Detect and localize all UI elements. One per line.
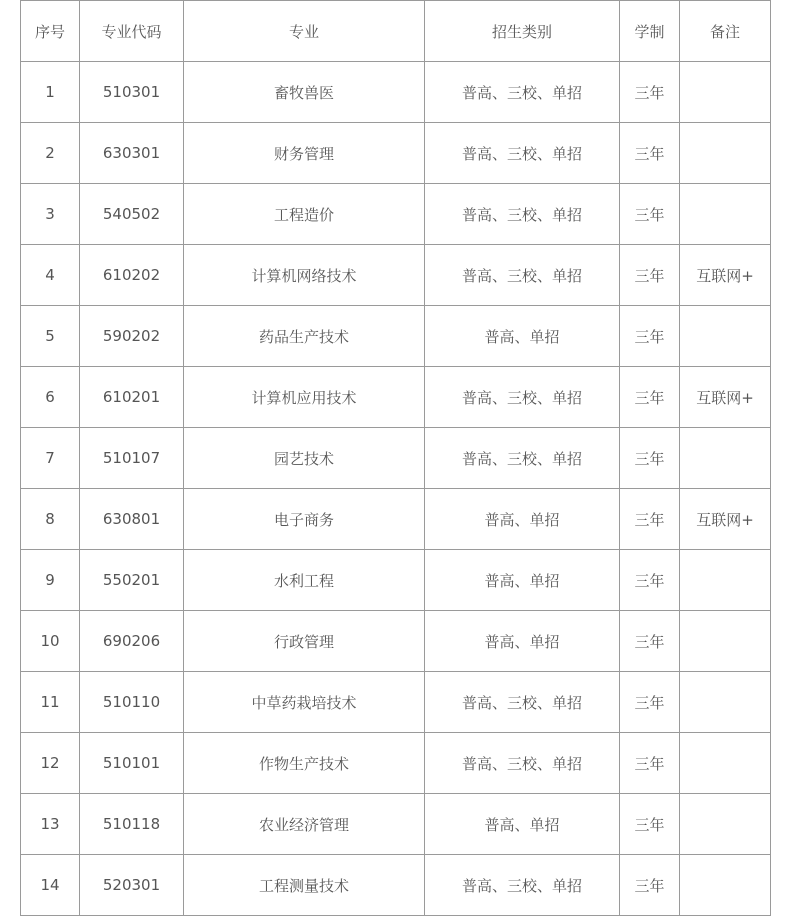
cell-major-code: 510301 bbox=[80, 62, 184, 123]
cell-enrollment-type: 普高、三校、单招 bbox=[425, 672, 620, 733]
cell-index: 12 bbox=[21, 733, 80, 794]
cell-duration: 三年 bbox=[620, 62, 680, 123]
cell-duration: 三年 bbox=[620, 550, 680, 611]
cell-remarks bbox=[680, 184, 771, 245]
cell-duration: 三年 bbox=[620, 489, 680, 550]
cell-enrollment-type: 普高、三校、单招 bbox=[425, 123, 620, 184]
cell-major: 行政管理 bbox=[184, 611, 425, 672]
cell-major: 工程造价 bbox=[184, 184, 425, 245]
cell-remarks bbox=[680, 550, 771, 611]
cell-major: 工程测量技术 bbox=[184, 855, 425, 916]
cell-major-code: 540502 bbox=[80, 184, 184, 245]
cell-duration: 三年 bbox=[620, 428, 680, 489]
table-row bbox=[21, 428, 771, 489]
cell-duration: 三年 bbox=[620, 245, 680, 306]
cell-enrollment-type: 普高、三校、单招 bbox=[425, 245, 620, 306]
cell-major-code: 690206 bbox=[80, 611, 184, 672]
cell-remarks bbox=[680, 733, 771, 794]
cell-enrollment-type: 普高、三校、单招 bbox=[425, 367, 620, 428]
cell-remarks: 互联网+ bbox=[680, 367, 771, 428]
table-row bbox=[21, 855, 771, 916]
cell-remarks bbox=[680, 62, 771, 123]
cell-enrollment-type: 普高、三校、单招 bbox=[425, 184, 620, 245]
header-remarks: 备注 bbox=[680, 1, 771, 62]
cell-major-code: 510118 bbox=[80, 794, 184, 855]
cell-major-code: 520301 bbox=[80, 855, 184, 916]
header-index: 序号 bbox=[21, 1, 80, 62]
cell-remarks bbox=[680, 794, 771, 855]
cell-duration: 三年 bbox=[620, 367, 680, 428]
header-major-code: 专业代码 bbox=[80, 1, 184, 62]
cell-index: 1 bbox=[21, 62, 80, 123]
cell-duration: 三年 bbox=[620, 794, 680, 855]
cell-major: 园艺技术 bbox=[184, 428, 425, 489]
cell-index: 2 bbox=[21, 123, 80, 184]
cell-enrollment-type: 普高、三校、单招 bbox=[425, 428, 620, 489]
cell-enrollment-type: 普高、单招 bbox=[425, 489, 620, 550]
cell-remarks bbox=[680, 611, 771, 672]
cell-major: 中草药栽培技术 bbox=[184, 672, 425, 733]
table-row bbox=[21, 245, 771, 306]
table-row bbox=[21, 794, 771, 855]
header-major: 专业 bbox=[184, 1, 425, 62]
cell-index: 7 bbox=[21, 428, 80, 489]
cell-index: 13 bbox=[21, 794, 80, 855]
cell-major: 作物生产技术 bbox=[184, 733, 425, 794]
table-row bbox=[21, 489, 771, 550]
cell-enrollment-type: 普高、三校、单招 bbox=[425, 62, 620, 123]
cell-enrollment-type: 普高、三校、单招 bbox=[425, 855, 620, 916]
header-row bbox=[21, 1, 771, 62]
table-row bbox=[21, 184, 771, 245]
cell-major: 计算机网络技术 bbox=[184, 245, 425, 306]
cell-major: 财务管理 bbox=[184, 123, 425, 184]
table-row bbox=[21, 367, 771, 428]
cell-major-code: 510107 bbox=[80, 428, 184, 489]
cell-major-code: 550201 bbox=[80, 550, 184, 611]
cell-duration: 三年 bbox=[620, 184, 680, 245]
cell-enrollment-type: 普高、单招 bbox=[425, 306, 620, 367]
table-row bbox=[21, 62, 771, 123]
majors-table bbox=[20, 0, 771, 916]
cell-major: 畜牧兽医 bbox=[184, 62, 425, 123]
cell-duration: 三年 bbox=[620, 672, 680, 733]
table-row bbox=[21, 306, 771, 367]
cell-major: 农业经济管理 bbox=[184, 794, 425, 855]
cell-major: 药品生产技术 bbox=[184, 306, 425, 367]
cell-major-code: 610201 bbox=[80, 367, 184, 428]
cell-index: 9 bbox=[21, 550, 80, 611]
cell-index: 3 bbox=[21, 184, 80, 245]
cell-remarks bbox=[680, 123, 771, 184]
table-row bbox=[21, 550, 771, 611]
cell-index: 14 bbox=[21, 855, 80, 916]
cell-enrollment-type: 普高、单招 bbox=[425, 550, 620, 611]
cell-enrollment-type: 普高、单招 bbox=[425, 611, 620, 672]
cell-duration: 三年 bbox=[620, 855, 680, 916]
cell-duration: 三年 bbox=[620, 733, 680, 794]
cell-duration: 三年 bbox=[620, 123, 680, 184]
cell-remarks bbox=[680, 855, 771, 916]
table-row bbox=[21, 672, 771, 733]
cell-major-code: 630801 bbox=[80, 489, 184, 550]
table-body bbox=[21, 62, 771, 916]
cell-remarks: 互联网+ bbox=[680, 245, 771, 306]
cell-index: 10 bbox=[21, 611, 80, 672]
table-row bbox=[21, 733, 771, 794]
cell-major: 计算机应用技术 bbox=[184, 367, 425, 428]
cell-duration: 三年 bbox=[620, 306, 680, 367]
cell-index: 11 bbox=[21, 672, 80, 733]
cell-remarks bbox=[680, 306, 771, 367]
cell-major-code: 610202 bbox=[80, 245, 184, 306]
table-row bbox=[21, 611, 771, 672]
cell-index: 6 bbox=[21, 367, 80, 428]
table-row bbox=[21, 123, 771, 184]
cell-enrollment-type: 普高、三校、单招 bbox=[425, 733, 620, 794]
header-enrollment-type: 招生类别 bbox=[425, 1, 620, 62]
cell-index: 5 bbox=[21, 306, 80, 367]
cell-major: 电子商务 bbox=[184, 489, 425, 550]
cell-major-code: 510110 bbox=[80, 672, 184, 733]
cell-remarks bbox=[680, 672, 771, 733]
cell-remarks bbox=[680, 428, 771, 489]
cell-duration: 三年 bbox=[620, 611, 680, 672]
cell-index: 8 bbox=[21, 489, 80, 550]
cell-enrollment-type: 普高、单招 bbox=[425, 794, 620, 855]
cell-major-code: 630301 bbox=[80, 123, 184, 184]
cell-major-code: 590202 bbox=[80, 306, 184, 367]
table-header bbox=[21, 1, 771, 62]
cell-index: 4 bbox=[21, 245, 80, 306]
cell-major-code: 510101 bbox=[80, 733, 184, 794]
header-duration: 学制 bbox=[620, 1, 680, 62]
cell-major: 水利工程 bbox=[184, 550, 425, 611]
cell-remarks: 互联网+ bbox=[680, 489, 771, 550]
